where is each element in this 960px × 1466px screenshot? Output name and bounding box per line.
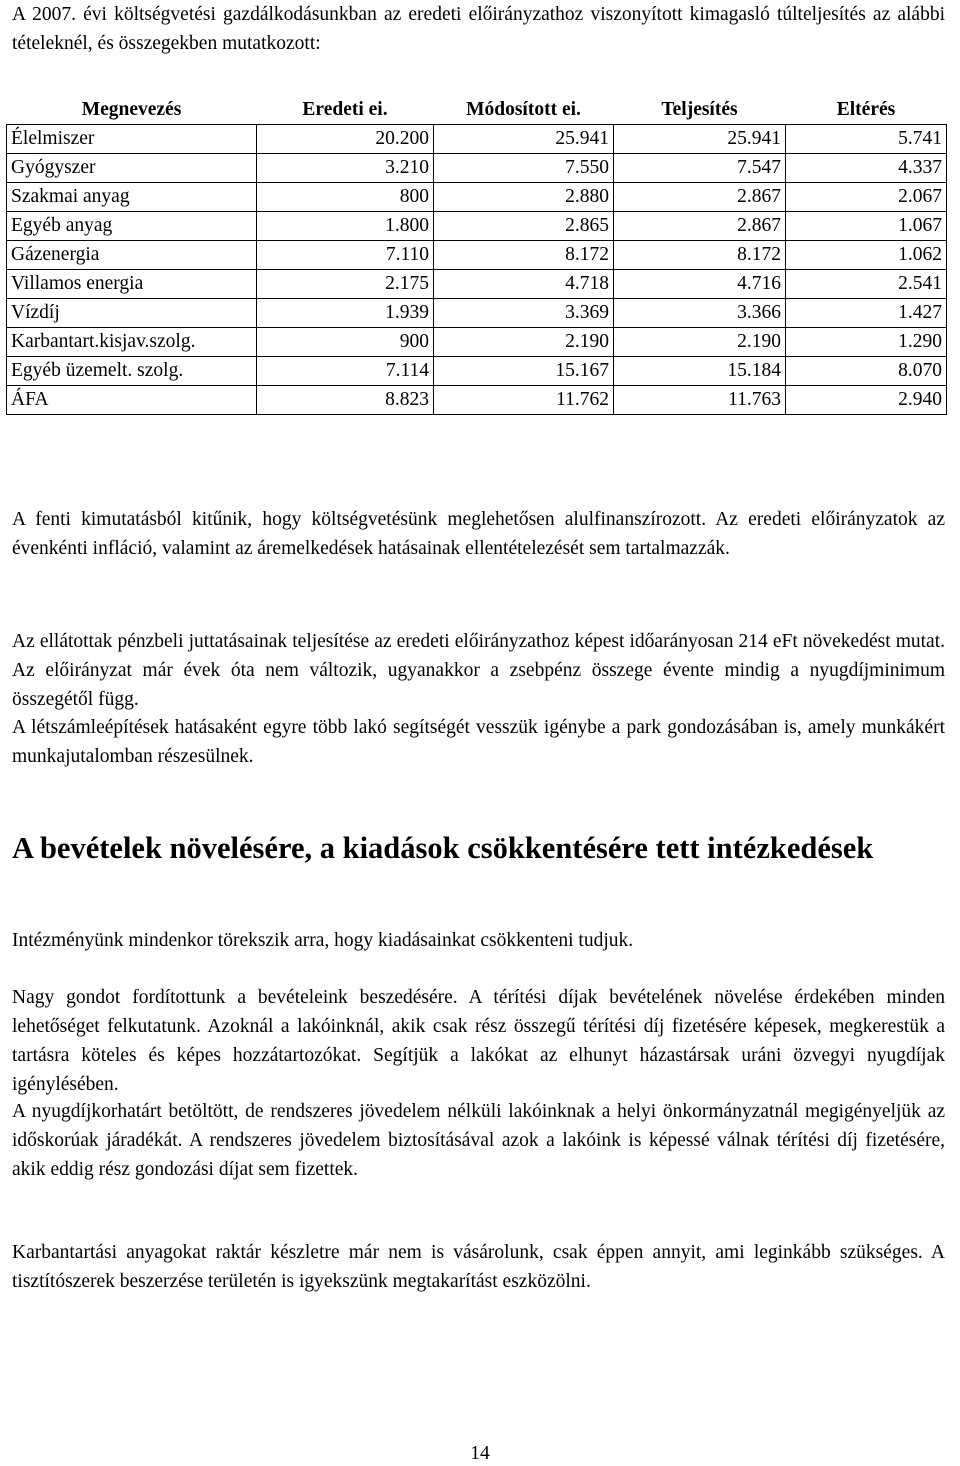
value-cell: 2.190	[434, 328, 614, 357]
table-row	[7, 183, 947, 212]
value-cell: 15.167	[434, 357, 614, 386]
value-cell: 11.762	[434, 386, 614, 415]
column-header: Módosított ei.	[466, 98, 581, 120]
row-label-cell: Vízdíj	[7, 299, 257, 328]
value-cell: 8.070	[786, 357, 947, 386]
value-cell: 5.741	[786, 125, 947, 154]
value-cell: 2.940	[786, 386, 947, 415]
value-cell: 2.865	[434, 212, 614, 241]
column-header: Teljesítés	[661, 98, 738, 120]
value-cell: 2.067	[786, 183, 947, 212]
row-label-cell: Villamos energia	[7, 270, 257, 299]
value-cell: 2.541	[786, 270, 947, 299]
value-cell: 1.427	[786, 299, 947, 328]
value-cell: 8.172	[434, 241, 614, 270]
value-cell: 2.190	[614, 328, 786, 357]
value-cell: 25.941	[614, 125, 786, 154]
paragraph-staff-reduction: A létszámleépítések hatásaként egyre több lakó segítségét vesszük igénybe a park gondozásában is, amely munkákért munkajutalomban részesülnek.	[12, 717, 945, 767]
value-cell: 8.172	[614, 241, 786, 270]
table-row	[7, 270, 947, 299]
table-row	[7, 299, 947, 328]
value-cell: 1.290	[786, 328, 947, 357]
page-number: 14	[470, 1443, 490, 1464]
value-cell: 2.880	[434, 183, 614, 212]
table-row	[7, 212, 947, 241]
value-cell: 7.114	[257, 357, 434, 386]
row-label-cell: Gyógyszer	[7, 154, 257, 183]
value-cell: 4.716	[614, 270, 786, 299]
table-header-row	[7, 95, 947, 125]
row-label-cell: Élelmiszer	[7, 125, 257, 154]
column-header: Eltérés	[836, 98, 896, 120]
value-cell: 7.110	[257, 241, 434, 270]
row-label-cell: Szakmai anyag	[7, 183, 257, 212]
value-cell: 4.337	[786, 154, 947, 183]
row-label-cell: Gázenergia	[7, 241, 257, 270]
table-row	[7, 328, 947, 357]
row-label-cell: Karbantart.kisjav.szolg.	[7, 328, 257, 357]
section-heading: A bevételek növelésére, a kiadások csökkentésére tett intézkedések	[12, 831, 874, 865]
budget-table	[6, 95, 947, 415]
table-row	[7, 154, 947, 183]
value-cell: 20.200	[257, 125, 434, 154]
value-cell: 25.941	[434, 125, 614, 154]
value-cell: 2.867	[614, 212, 786, 241]
paragraph-allowances: Az ellátottak pénzbeli juttatásainak teljesítése az eredeti előirányzathoz képest időarányosan 214 eFt növekedést mutat. Az előirányzat már évek óta nem változik, ugyanakkor a zsebpénz összege évente mindig a nyugdíjminimum összegétől függ.	[12, 631, 945, 710]
value-cell: 2.867	[614, 183, 786, 212]
value-cell: 8.823	[257, 386, 434, 415]
value-cell: 7.547	[614, 154, 786, 183]
value-cell: 800	[257, 183, 434, 212]
paragraph-underfunding: A fenti kimutatásból kitűnik, hogy költségvetésünk meglehetősen alulfinanszírozott. Az eredeti előirányzatok az évenkénti infláció, valamint az áremelkedések hatásainak ellentételezését sem tartalmazzák.	[12, 509, 945, 559]
paragraph-cost-reduction: Intézményünk mindenkor törekszik arra, hogy kiadásainkat csökkenteni tudjuk.	[12, 930, 634, 951]
row-label-cell: ÁFA	[7, 386, 257, 415]
paragraph-pension-age: A nyugdíjkorhatárt betöltött, de rendszeres jövedelem nélküli lakóinknak a helyi önkormányzatnál megigényeljük az időskorúak járadékát. A rendszeres jövedelem biztosításával azok a lakóink is képessé válnak térítési díj fizetésére, akik eddig rész gondozási díjat sem fizettek.	[12, 1101, 945, 1180]
table-row	[7, 125, 947, 154]
column-header: Megnevezés	[81, 98, 182, 120]
table-row	[7, 241, 947, 270]
value-cell: 900	[257, 328, 434, 357]
value-cell: 1.939	[257, 299, 434, 328]
value-cell: 3.210	[257, 154, 434, 183]
row-label-cell: Egyéb üzemelt. szolg.	[7, 357, 257, 386]
value-cell: 7.550	[434, 154, 614, 183]
value-cell: 1.062	[786, 241, 947, 270]
value-cell: 3.366	[614, 299, 786, 328]
paragraph-maintenance: Karbantartási anyagokat raktár készletre már nem is vásárolunk, csak éppen annyit, ami leginkább szükséges. A tisztítószerek beszerzése területén is igyekszünk megtakarítást eszközölni.	[12, 1242, 945, 1292]
paragraph-collection: Nagy gondot fordítottunk a bevételeink beszedésére. A térítési díjak bevételének növelése érdekében minden lehetőséget felkutatunk. Azoknál a lakóinknál, akik csak rész összegű térítési díj fizetésére képesek, megkerestük a tartásra köteles és képes hozzátartozókat. Segítjük a lakókat az elhunyt házastársak uráni özvegyi nyugdíjak igénylésében.	[12, 987, 945, 1095]
value-cell: 1.800	[257, 212, 434, 241]
value-cell: 11.763	[614, 386, 786, 415]
value-cell: 15.184	[614, 357, 786, 386]
value-cell: 1.067	[786, 212, 947, 241]
column-header: Eredeti ei.	[302, 98, 388, 120]
table-row	[7, 386, 947, 415]
row-label-cell: Egyéb anyag	[7, 212, 257, 241]
table-row	[7, 357, 947, 386]
value-cell: 3.369	[434, 299, 614, 328]
intro-paragraph: A 2007. évi költségvetési gazdálkodásunkban az eredeti előirányzathoz viszonyított kimagasló túlteljesítés az alábbi tételeknél, és összegekben mutatkozott:	[12, 4, 945, 54]
value-cell: 4.718	[434, 270, 614, 299]
value-cell: 2.175	[257, 270, 434, 299]
